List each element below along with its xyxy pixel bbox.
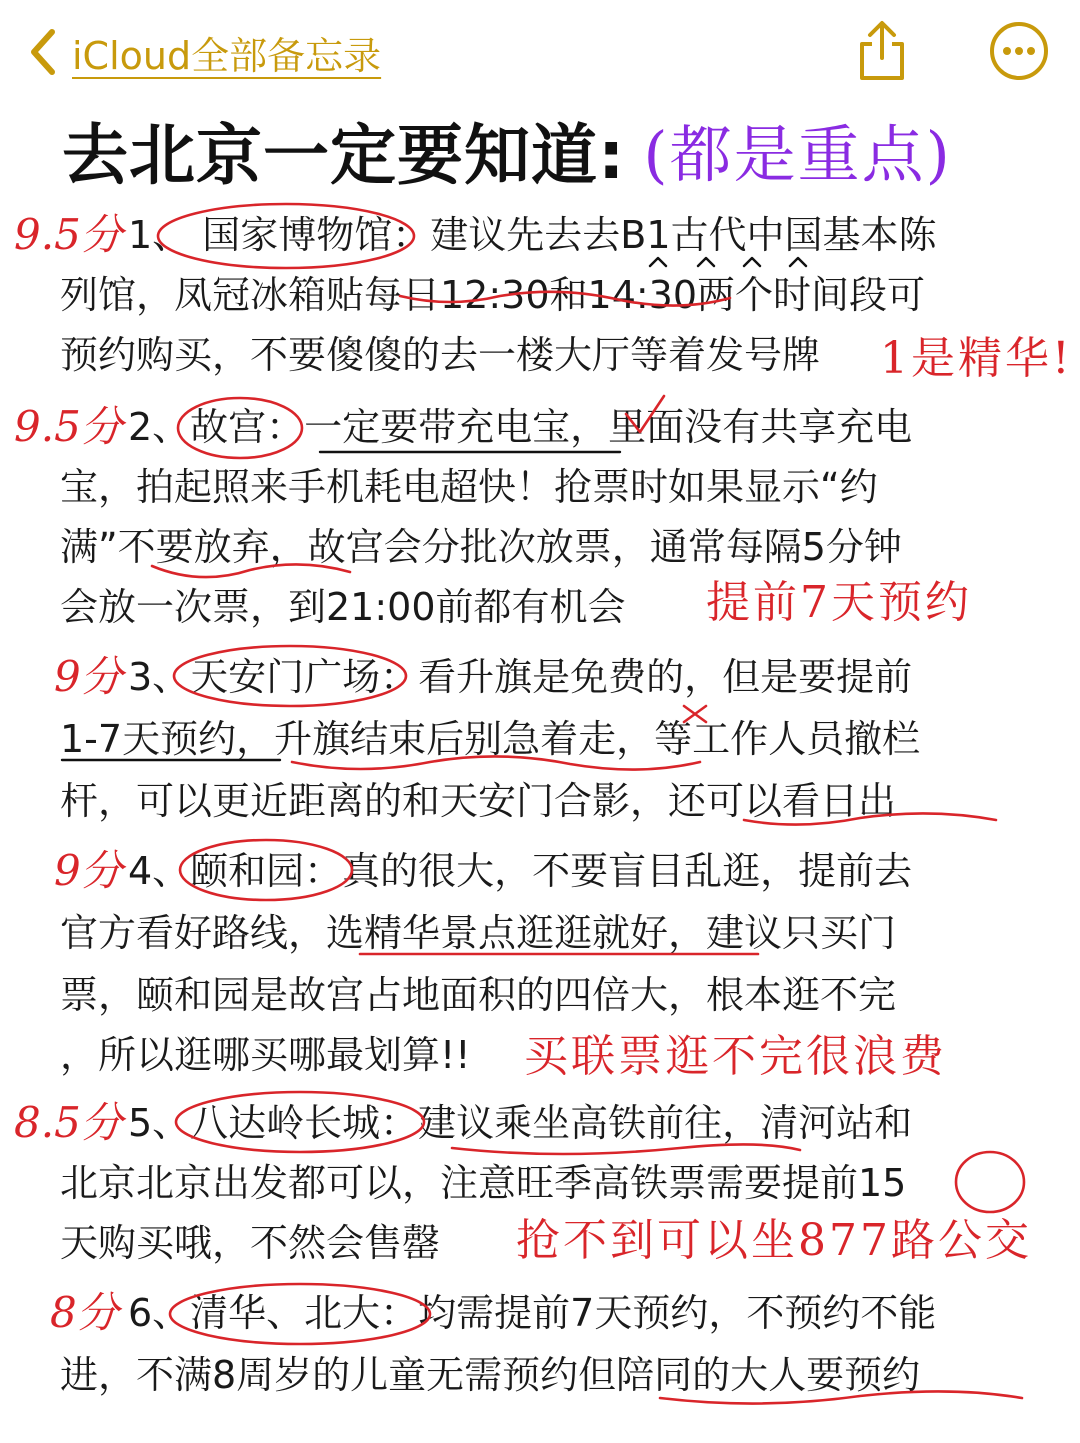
note-line[interactable]: 官方看好路线，选精华景点逛逛就好，建议只买门 — [60, 911, 897, 955]
share-icon — [852, 18, 912, 82]
back-button[interactable] — [28, 22, 381, 82]
score-annotation: 8分 — [50, 1288, 119, 1337]
note-line[interactable]: 预约购买，不要傻傻的去一楼大厅等着发号牌 — [60, 333, 821, 377]
side-note-annotation: 买联票逛不完很浪费 — [524, 1031, 947, 1082]
score-annotation: 9.5分 — [14, 402, 123, 451]
note-line[interactable]: 会放一次票，到21:00前都有机会 — [60, 585, 626, 629]
note-line[interactable]: ，所以逛哪买哪最划算!! — [60, 1033, 471, 1077]
note-line[interactable]: 进，不满8周岁的儿童无需预约但陪同的大人要预约 — [60, 1353, 921, 1397]
note-line[interactable]: 满”不要放弃，故宫会分批次放票，通常每隔5分钟 — [60, 525, 902, 569]
score-annotation: 9分 — [54, 846, 123, 895]
note-line[interactable]: 票，颐和园是故宫占地面积的四倍大，根本逛不完 — [60, 973, 897, 1017]
nav-bar — [0, 0, 1080, 100]
side-note-annotation: 提前7天预约 — [706, 577, 972, 628]
note-line[interactable]: 6、清华、北大：均需提前7天预约，不预约不能 — [128, 1291, 937, 1335]
note-line[interactable]: 4、颐和园：真的很大，不要盲目乱逛，提前去 — [128, 849, 913, 893]
note-line[interactable]: 5、八达岭长城：建议乘坐高铁前往，清河站和 — [128, 1101, 913, 1145]
note-line[interactable]: 3、天安门广场：看升旗是免费的，但是要提前 — [128, 655, 913, 699]
note-line[interactable]: 天购买哦，不然会售罄 — [60, 1221, 441, 1265]
note-line[interactable]: 杆，可以更近距离的和天安门合影，还可以看日出 — [60, 779, 897, 823]
side-note-annotation: 抢不到可以坐877路公交 — [516, 1215, 1032, 1266]
more-button[interactable] — [988, 20, 1050, 82]
ellipsis-circle-icon — [988, 20, 1050, 82]
note-line[interactable]: 1-7天预约，升旗结束后别急着走，等工作人员撤栏 — [60, 717, 921, 761]
note-line[interactable]: 列馆，凤冠冰箱贴每日12:30和14:30两个时间段可 — [60, 273, 926, 317]
note-title-row — [62, 104, 952, 194]
share-button[interactable] — [852, 18, 912, 82]
score-annotation: 8.5分 — [14, 1098, 123, 1147]
score-annotation: 9分 — [54, 652, 123, 701]
note-line[interactable]: 1、 国家博物馆：建议先去去B1古代中国基本陈 — [128, 213, 937, 257]
note-line[interactable]: 北京北京出发都可以，注意旺季高铁票需要提前15 — [60, 1161, 907, 1205]
score-annotation: 9.5分 — [14, 210, 123, 259]
note-title[interactable]: 去北京一定要知道: — [62, 116, 626, 194]
note-line[interactable]: 宝，拍起照来手机耗电超快！抢票时如果显示“约 — [60, 465, 878, 509]
title-handwritten-annotation: (都是重点) — [643, 117, 952, 191]
side-note-annotation: 1是精华! — [880, 333, 1073, 384]
chevron-left-icon — [28, 28, 58, 76]
note-line[interactable]: 2、故宫：一定要带充电宝，里面没有共享充电 — [128, 405, 913, 449]
back-label[interactable]: iCloud全部备忘录 — [72, 33, 382, 78]
